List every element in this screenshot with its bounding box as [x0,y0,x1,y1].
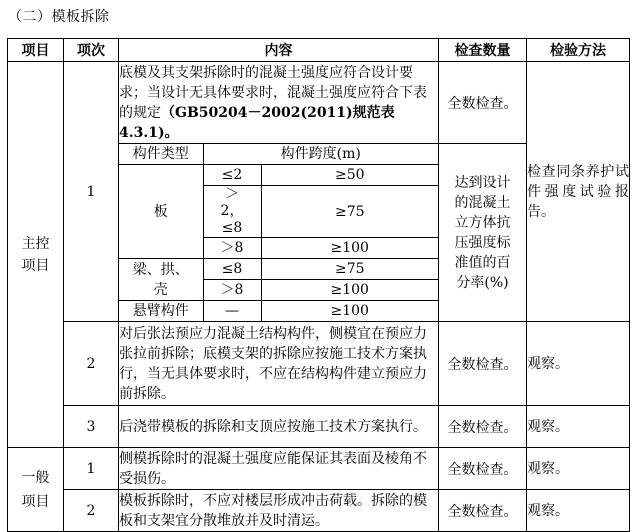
strength-type-beam: 梁、拱、壳 [119,259,203,301]
row-content: 对后张法预应力混凝土结构构件，侧模宜在预应力张拉前拆除；底模支架的拆除应按施工技术方案执行，当无具体要求时，不应在结构构件建立预应力前拆除。 [119,322,439,406]
strength-pct: ≥100 [261,238,438,259]
row-quantity: 全数检查。 [439,322,527,406]
table-row [8,406,630,448]
strength-pct: ≥75 [261,186,438,238]
row-content: 后浇带模板的拆除和支顶应按施工技术方案执行。 [119,406,439,448]
strength-pct: ≥100 [261,280,438,301]
strength-header-span: 构件跨度(m) [203,144,438,165]
row-method: 观察。 [527,406,630,448]
strength-header-type: 构件类型 [119,144,203,165]
header-item: 项目 [8,39,64,62]
row-content: 底模及其支架拆除时的混凝土强度应符合设计要求；当设计无具体要求时，混凝土强度应符合下表的规定（GB50204－2002(2011)规范表 4.3.1)。 [119,62,439,144]
header-sub-item: 项次 [64,39,119,62]
row-number: 2 [64,322,119,406]
row-quantity: 全数检查。 [439,448,527,490]
row-quantity-strength: 达到设计的混凝土立方体抗压强度标准值的百分率(%) [439,144,527,322]
strength-span: ＞2，≤8 [203,186,261,238]
table-row [8,490,630,532]
row-method: 观察。 [527,322,630,406]
row-number: 3 [64,406,119,448]
strength-table [119,144,438,321]
table-row [8,322,630,406]
general-group-label: 一般项目 [8,448,64,532]
strength-type-cantilever: 悬臂构件 [119,301,203,322]
header-quantity: 检查数量 [439,39,527,62]
row-method: 检查同条养护试件强度试验报告。 [527,62,630,322]
row-quantity: 全数检查。 [439,490,527,532]
section-title: （二）模板拆除 [8,9,110,25]
row-quantity: 全数检查。 [439,406,527,448]
row-content: 侧模拆除时的混凝土强度应能保证其表面及棱角不受损伤。 [119,448,439,490]
strength-span: ＞8 [203,280,261,301]
header-method: 检验方法 [527,39,630,62]
strength-pct: ≥50 [261,165,438,186]
strength-table-cell [119,144,439,322]
table-row [8,448,630,490]
strength-span: — [203,301,261,322]
row-number: 1 [64,448,119,490]
row-method: 观察。 [527,490,630,532]
strength-type-slab: 板 [119,165,203,259]
row-content: 模板拆除时，不应对楼层形成冲击荷载。拆除的模板和支架宜分散堆放并及时清运。 [119,490,439,532]
table-row [8,62,630,144]
row-number: 2 [64,490,119,532]
strength-span: ≤8 [203,259,261,280]
strength-pct: ≥75 [261,259,438,280]
strength-span: ＞8 [203,238,261,259]
row-quantity: 全数检查。 [439,62,527,144]
row-method: 观察。 [527,448,630,490]
inspection-table [7,38,630,532]
strength-pct: ≥100 [261,301,438,322]
strength-span: ≤2 [203,165,261,186]
header-content: 内容 [119,39,439,62]
row-number: 1 [64,62,119,322]
main-group-label: 主控项目 [8,62,64,448]
header-row [8,39,630,62]
